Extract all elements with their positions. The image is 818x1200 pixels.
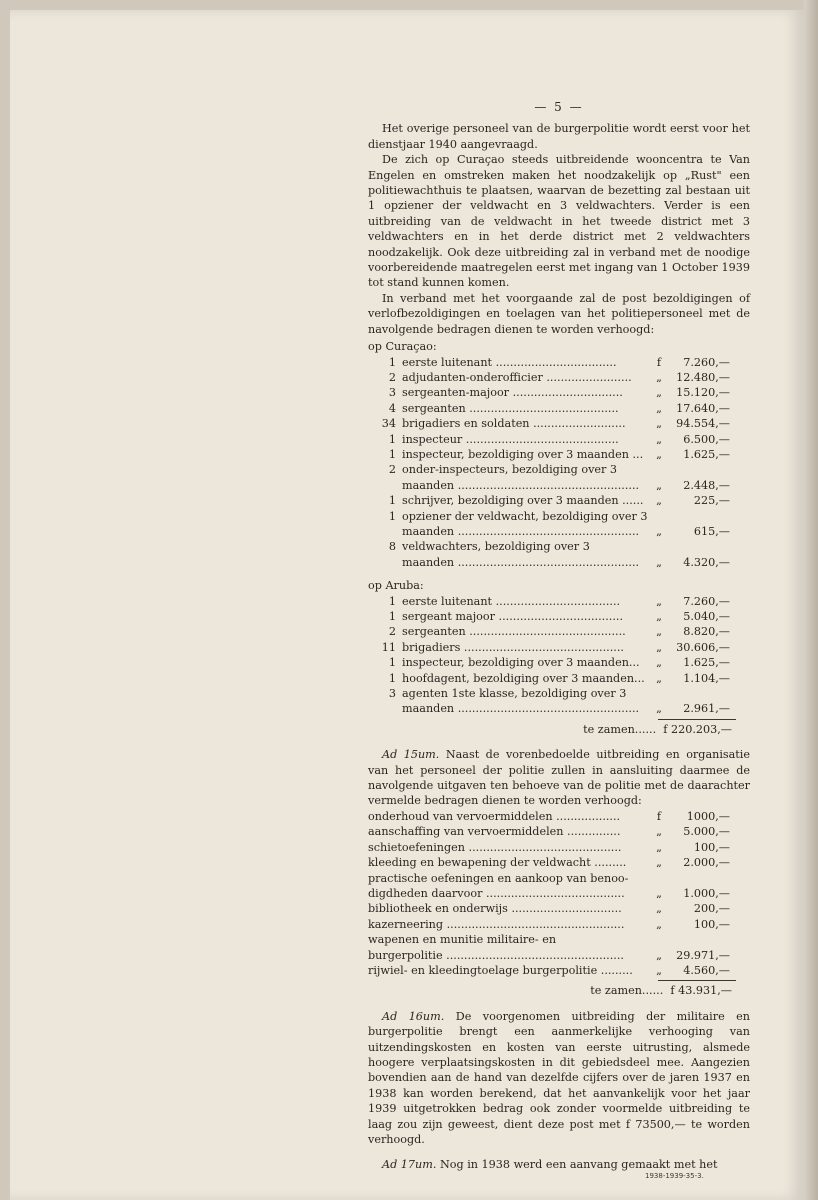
footer-code: 1938-1939-35-3. [645,1172,704,1180]
list-item: maanden ................................................... „ 2.448,— [402,478,730,492]
ad15-total: te zamen...... f 43.931,— [590,984,732,998]
list-item: 34 brigadiers en soldaten .......................... „ 94.554,— [381,417,730,431]
list-item: 3 agenten 1ste klasse, bezoldiging over 3 [388,687,627,701]
list-item: 1 inspecteur, bezoldiging over 3 maanden... „ 1.625,— [388,656,730,670]
list-item: 1 opziener der veldwacht, bezoldiging over 3 [388,509,648,523]
list-item: 8 veldwachters, bezoldiging over 3 [388,540,590,554]
list-item: schietoefeningen ........................................... „ 100,— [368,840,730,854]
page-edge [804,0,818,1200]
aruba-list [368,594,750,717]
ad15-list [368,809,750,978]
spacer [368,1147,750,1157]
ad15-lead: Ad 15um. [382,748,440,762]
ad16-lead: Ad 16um. [382,1009,445,1023]
aruba-label: op Aruba: [368,579,424,593]
list-item: aanschaffing van vervoermiddelen ............... „ 5.000,— [368,825,730,839]
list-item: 1 inspecteur, bezoldiging over 3 maanden ... „ 1.625,— [388,447,730,461]
paragraph-2: De zich op Curaçao steeds uitbreidende wooncentra te Van Engelen en omstreken maken het noodzakelijk op „Rust" een politiewachthuis te plaatsen, waarvan de bezetting zal bestaan uit 1 opziener der veldwacht en 3 veldwachters. Verder is een uitbreiding van de veldwacht in het tweede district met 3 veldwachters en in het derde district met 2 veldwachters noodzakelijk. Ook deze uitbreiding zal in verband met de noodige voorbereidende maatregelen eerst met ingang van 1 October 1939 tot stand kunnen komen. [368,153,750,290]
list-item: kazerneering .................................................. „ 100,— [368,917,730,931]
list-item: maanden ................................................... „ 615,— [402,524,730,538]
list-item: digdheden daarvoor ....................................... „ 1.000,— [368,886,730,900]
ad17-lead: Ad 17um. [382,1158,437,1172]
list-item: maanden ................................................... „ 4.320,— [402,555,730,569]
ad17-paragraph: Ad 17um. Nog in 1938 werd een aanvang gemaakt met het [382,1158,718,1172]
document-text [368,100,750,1173]
list-item: 1 schrijver, bezoldiging over 3 maanden ...... „ 225,— [388,494,730,508]
curacao-list [368,355,750,571]
list-item: 1 eerste luitenant ................................... „ 7.260,— [388,594,730,608]
list-item: burgerpolitie .................................................. „ 29.971,— [368,948,730,962]
page-number: — 5 — [534,100,584,114]
spacer [368,999,750,1009]
paragraph-3: In verband met het voorgaande zal de post bezoldigingen of verlofbezoldigingen en toelagen van het politiepersoneel met de navolgende bedragen dienen te worden verhoogd: [368,291,750,336]
curacao-label: op Curaçao: [368,340,437,354]
list-item: 2 onder-inspecteurs, bezoldiging over 3 [388,463,618,477]
list-item: 1 eerste luitenant .................................. f 7.260,— [388,355,730,369]
list-item: rijwiel- en kleedingtoelage burgerpolitie ......... „ 4.560,— [368,963,730,977]
list-item: onderhoud van vervoermiddelen .................. f 1000,— [368,809,730,823]
aruba-total: te zamen...... f 220.203,— [583,722,732,736]
ad15-paragraph: Ad 15um. Naast de vorenbedoelde uitbreiding en organisatie van het personeel der politie zullen in aansluiting daarmee de navolgende uitgaven ten behoeve van de politie met de daarachter vermelde bedragen dienen te worden verhoogd: [368,748,751,808]
paragraph-1: Het overige personeel van de burgerpolitie wordt eerst voor het dienstjaar 1940 aangevraagd. [368,122,750,151]
spacer [368,737,750,747]
sum-rule [658,719,736,720]
list-item: 4 sergeanten .......................................... „ 17.640,— [388,401,730,415]
list-item: 1 hoofdagent, bezoldiging over 3 maanden... „ 1.104,— [388,671,730,685]
ad16-paragraph: Ad 16um. De voorgenomen uitbreiding der militaire en burgerpolitie brengt een aanmerkelijke verhooging van uitzendingskosten en kosten van eerste uitrusting, alsmede hoogere verplaatsingskosten in dit gebiedsdeel mee. Aangezien bovendien aan de hand van dezelfde cijfers over de jaren 1937 en 1938 kan worden berekend, dat het aanvankelijk voor het jaar 1939 uitgetrokken bedrag ook zonder voormelde uitbreiding te laag zou zijn geweest, dient deze post met f 73500,— te worden verhoogd. [368,1009,750,1146]
list-item: 2 sergeanten ............................................ „ 8.820,— [388,625,730,639]
list-item: wapenen en munitie militaire- en [368,933,557,947]
list-item: 1 inspecteur ........................................... „ 6.500,— [388,432,730,446]
list-item: practische oefeningen en aankoop van benoo- [368,871,629,885]
list-item: kleeding en bewapening der veldwacht ......... „ 2.000,— [368,856,730,870]
list-item: 11 brigadiers ............................................. „ 30.606,— [381,640,730,654]
list-item: bibliotheek en onderwijs ............................... „ 200,— [368,902,730,916]
list-item: 2 adjudanten-onderofficier ........................ „ 12.480,— [388,370,730,384]
list-item: 3 sergeanten-majoor ............................... „ 15.120,— [388,386,730,400]
sum-rule [658,980,736,981]
list-item: 1 sergeant majoor ................................... „ 5.040,— [388,610,730,623]
list-item: maanden ................................................... „ 2.961,— [402,702,730,716]
